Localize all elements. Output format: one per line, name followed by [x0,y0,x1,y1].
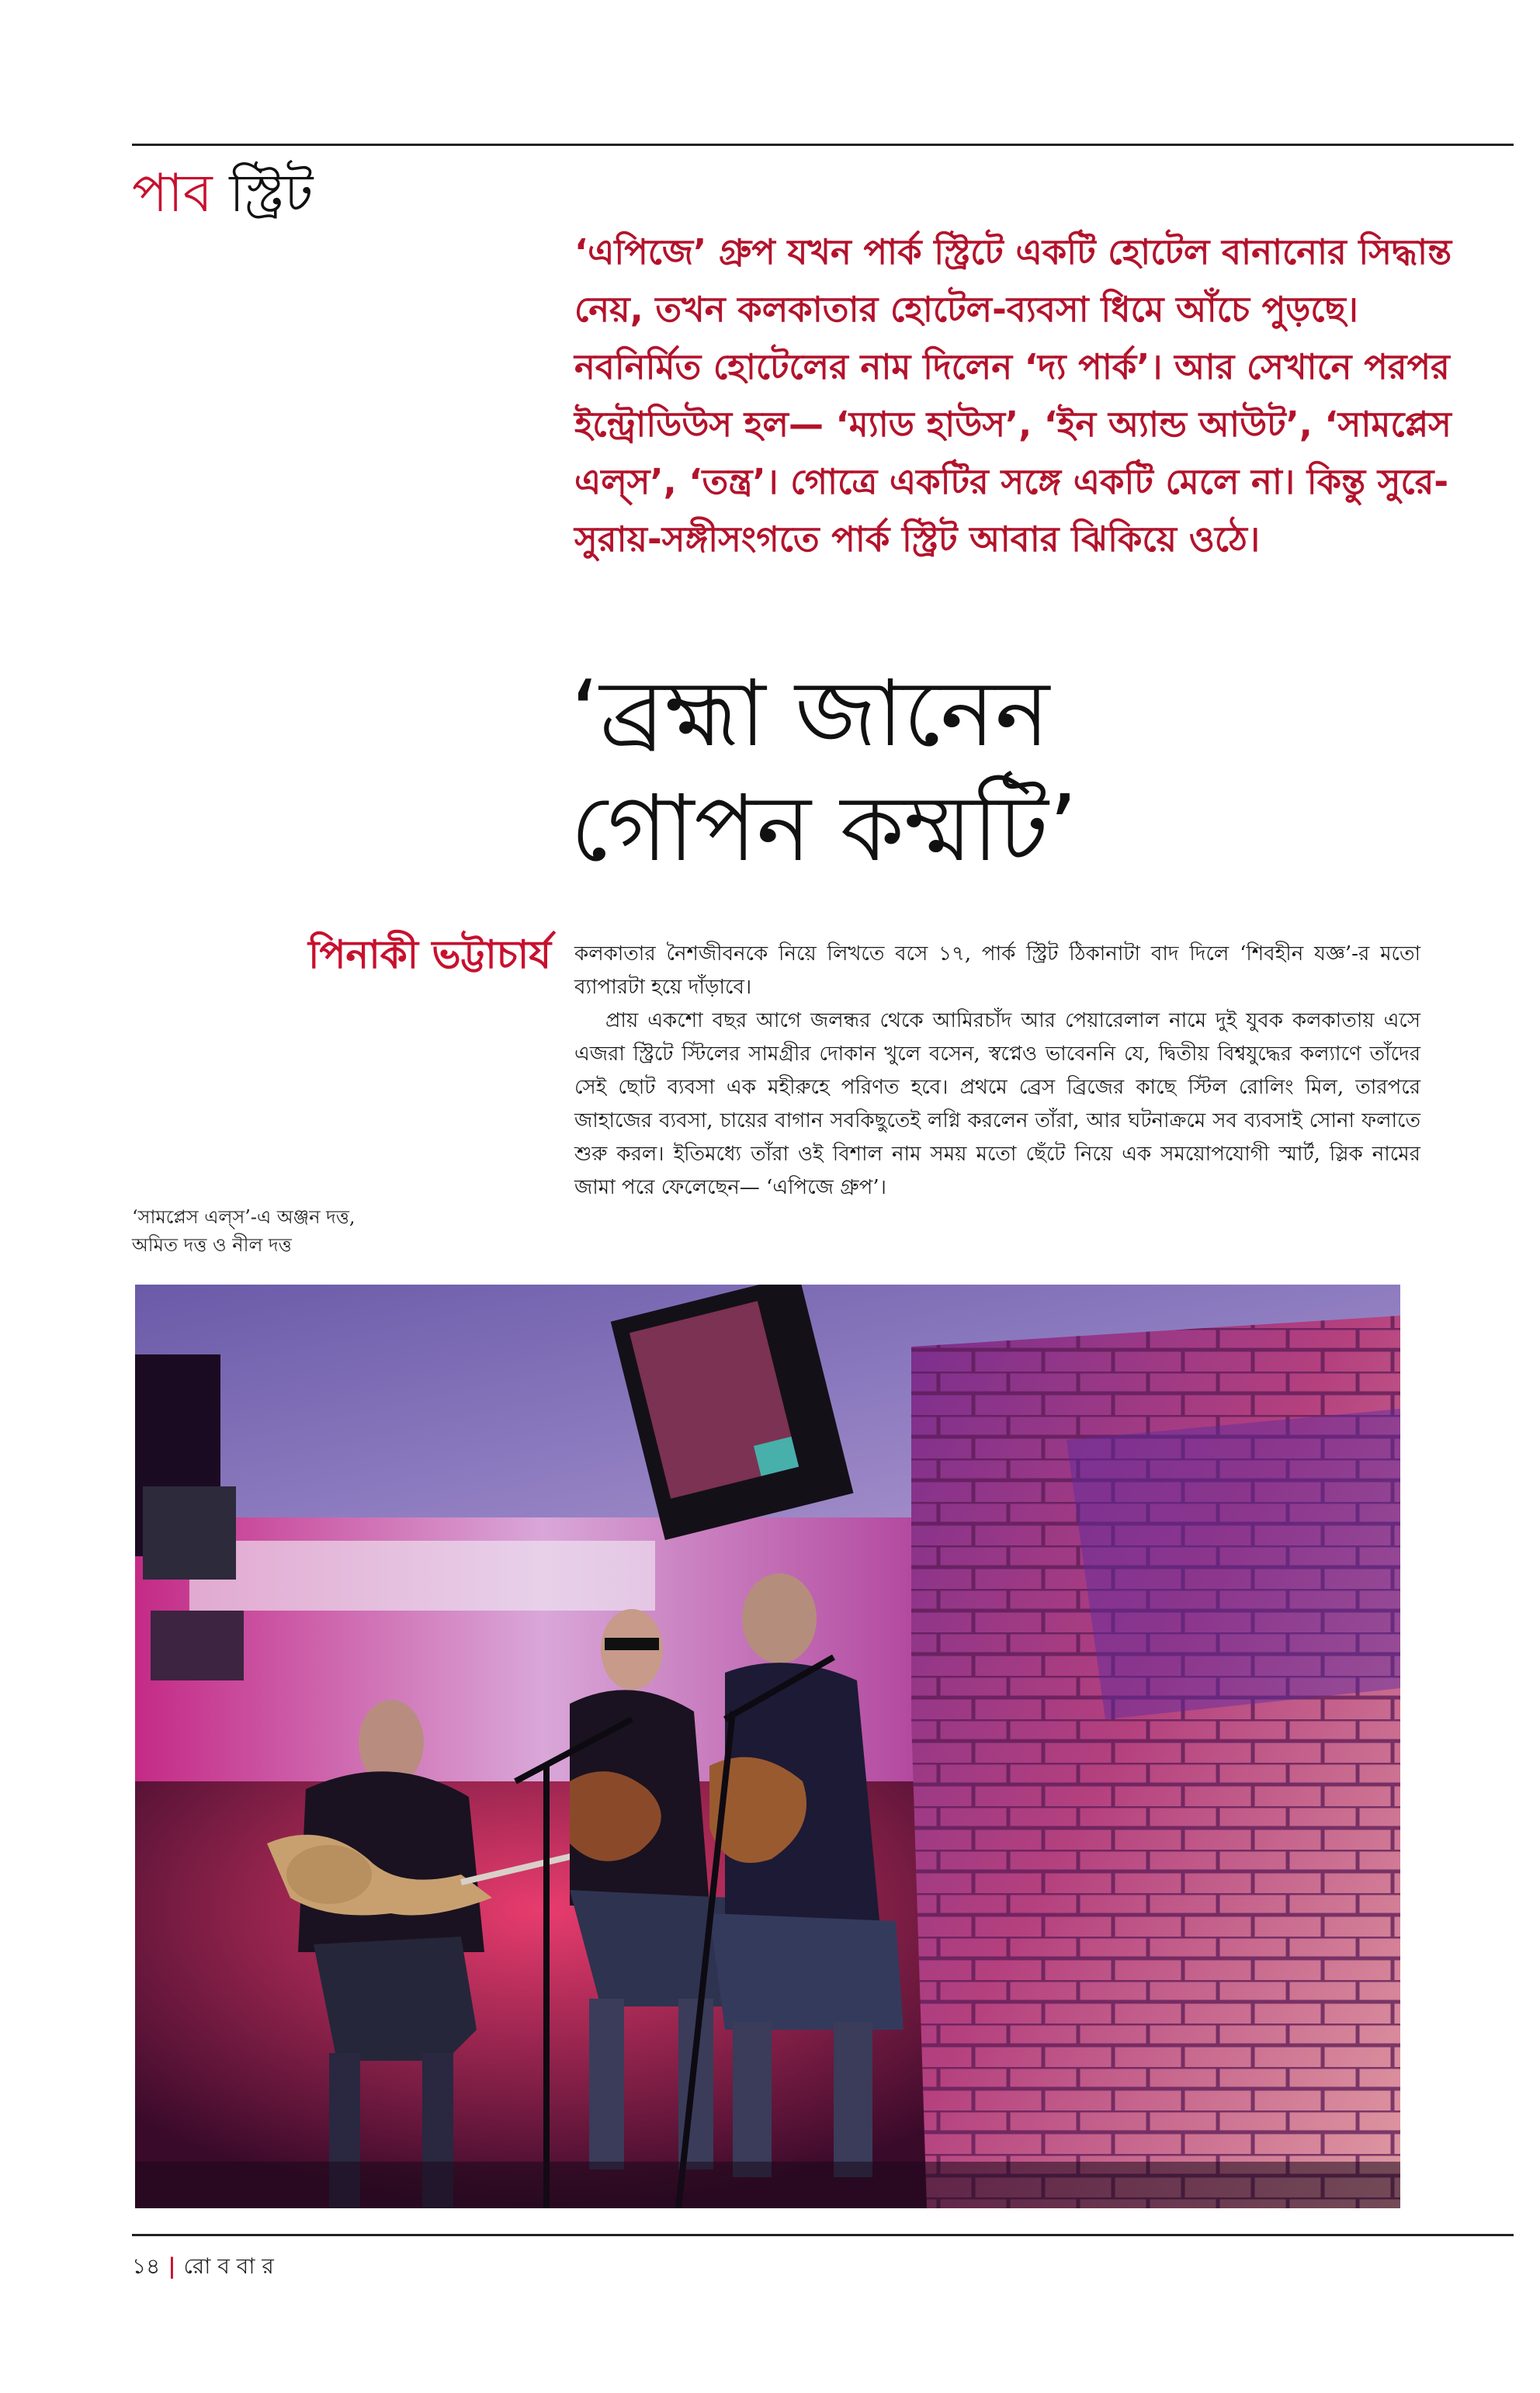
headline-line-2: গোপন কম্মটি’ [571,775,1078,882]
photo-caption-line-2: অমিত দত্ত ও নীল দত্ত [132,1234,292,1256]
photo-caption [132,1203,427,1259]
section-heading-word-2: স্ট্রিট [229,163,314,224]
bottom-rule [132,2234,1514,2236]
photo-caption-line-1: ‘সামপ্লেস এল্‌স’-এ অঞ্জন দত্ত, [132,1206,356,1228]
section-heading [132,159,313,229]
byline: পিনাকী ভট্টাচার্য [308,931,551,977]
top-rule [132,144,1514,146]
headline [571,656,1347,886]
article-body [574,938,1420,1205]
body-paragraph-2: প্রায় একশো বছর আগে জলন্ধর থেকে আমিরচাঁদ আর পেয়ারেলাল নামে দুই যুবক কলকাতায় এসে এজরা স্ট্রিটে স্টিলের সামগ্রীর দোকান খুলে বসেন, স্বপ্নেও ভাবেননি যে, দ্বিতীয় বিশ্বযুদ্ধের কল্যাণে তাঁদের সেই ছোট ব্যবসা এক মহীরুহে পরিণত হবে। প্রথমে ব্রেস ব্রিজের কাছে স্টিল রোলিং মিল, তারপরে জাহাজের ব্যবসা, চায়ের বাগান সবকিছুতেই লগ্নি করলেন তাঁরা, আর ঘটনাক্রমে সব ব্যবসাই সোনা ফলাতে শুরু করল। ইতিমধ্যে তাঁরা ওই বিশাল নাম সময় মতো ছেঁটে নিয়ে এক সময়োপযোগী স্মার্ট, স্লিক নামের জামা পরে ফেলেছেন— ‘এপিজে গ্রুপ’। [574,1009,1420,1199]
headline-line-1: ‘ব্রহ্মা জানেন [571,660,1050,767]
body-paragraph-1: কলকাতার নৈশজীবনকে নিয়ে লিখতে বসে ১৭, পার্ক স্ট্রিট ঠিকানাটা বাদ দিলে ‘শিবহীন যজ্ঞ’-র মতো ব্যাপারটা হয়ে দাঁড়াবে। [574,942,1420,999]
page-number: ১৪ [132,2253,161,2279]
section-heading-word-1: পাব [132,163,213,224]
concert-photo [135,1285,1400,2208]
folio-separator: | [168,2253,176,2279]
folio [132,2247,274,2286]
standfirst: ‘এপিজে’ গ্রুপ যখন পার্ক স্ট্রিটে একটি হোটেল বানানোর সিদ্ধান্ত নেয়, তখন কলকাতার হোটেল-ব্যবসা ধিমে আঁচে পুড়ছে। নবনির্মিত হোটেলের নাম দিলেন ‘দ্য পার্ক’। আর সেখানে পরপর ইন্ট্রোডিউস হল— ‘ম্যাড হাউস’, ‘ইন অ্যান্ড আউট’, ‘সামপ্লেস এল্‌স’, ‘তন্ত্র’। গোত্রে একটির সঙ্গে একটি মেলে না। কিন্তু সুরে-সুরায়-সঙ্গীসংগতে পার্ক স্ট্রিট আবার ঝিকিয়ে ওঠে। [574,231,1452,560]
publication-name: রো ব বা র [183,2253,274,2279]
